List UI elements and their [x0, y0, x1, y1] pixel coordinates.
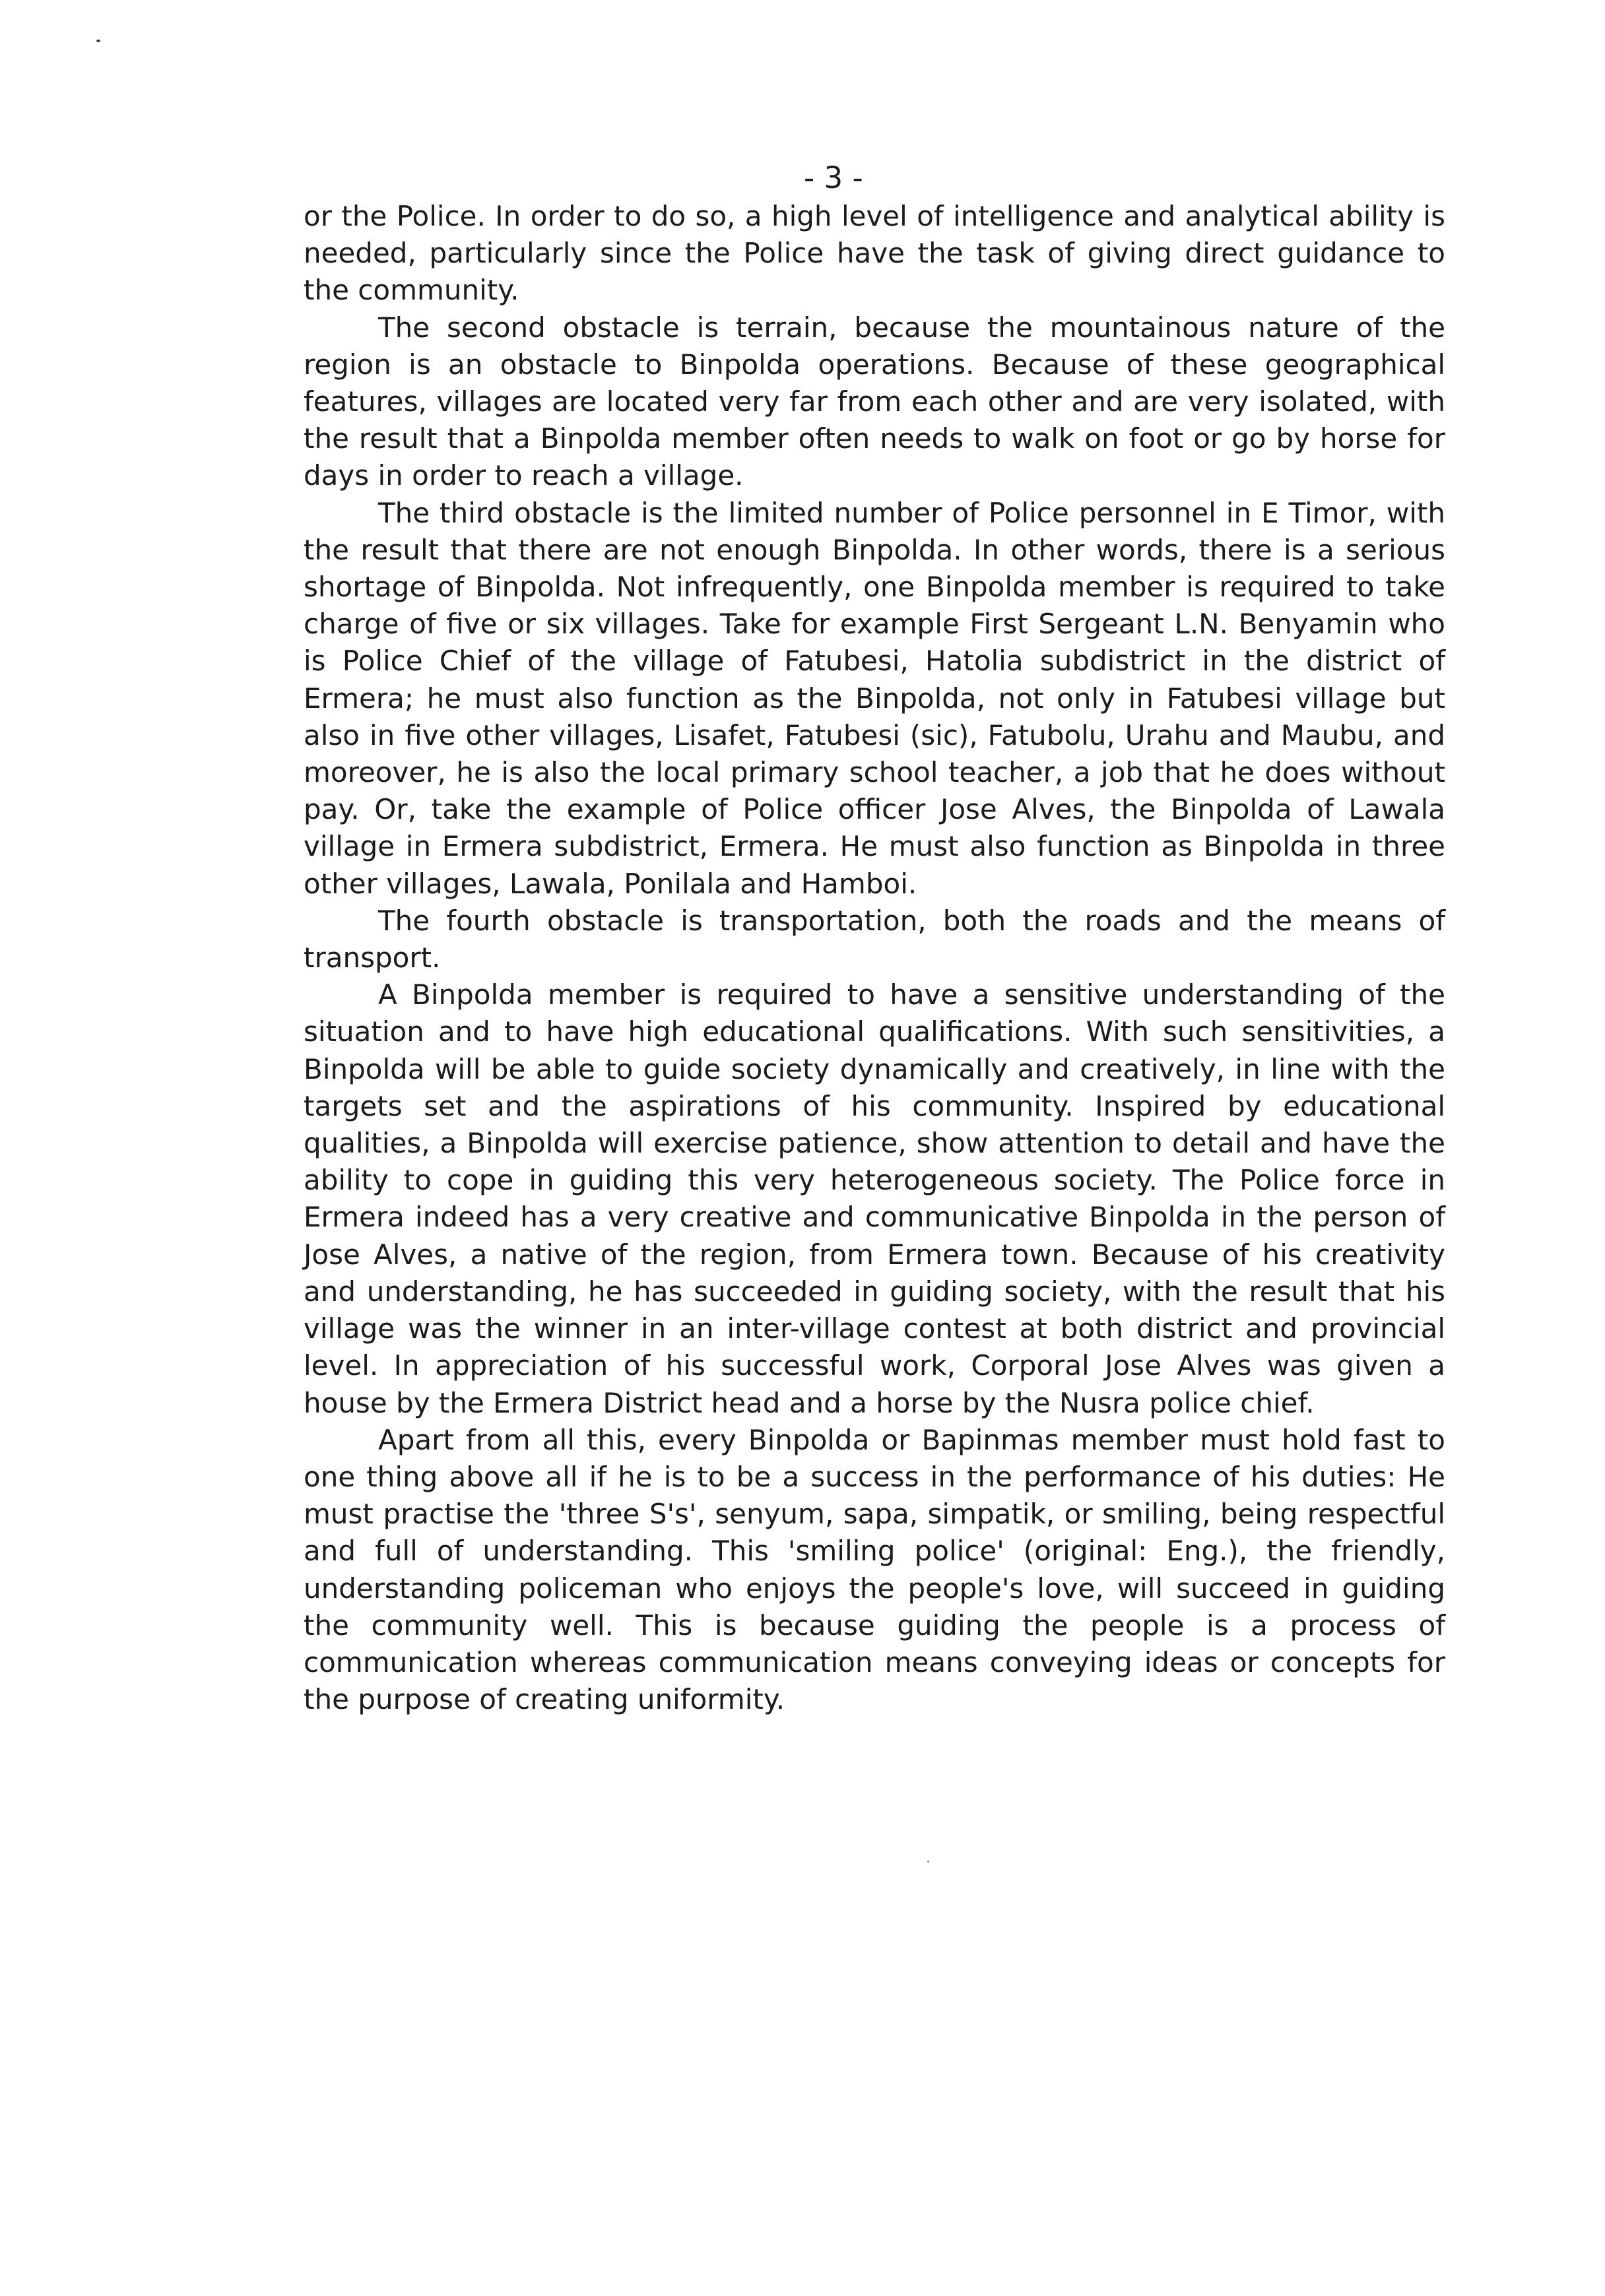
paragraph-transportation: The fourth obstacle is transportation, both the roads and the means of transport. — [304, 904, 1445, 974]
paragraph-personnel: The third obstacle is the limited number of Police personnel in E Timor, with the result that there are not enough Binpolda. In other words, there is a serious shortage of Binpolda. Not infrequently, one Binpolda member is required to take charge of five or six villages. Take for example First Sergeant L.N. Benyamin who is Police Chief of the village of Fatubesi, Hatolia subdistrict in the district of Ermera; he must also function as the Binpolda, not only in Fatubesi village but also in five other villages, Lisafet, Fatubesi (sic), Fatubolu, Urahu and Maubu, and moreover, he is also the local primary school teacher, a job that he does without pay. Or, take the example of Police officer Jose Alves, the Binpolda of Lawala village in Ermera subdistrict, Ermera. He must also function as Binpolda in three other villages, Lawala, Ponilala and Hamboi. — [304, 496, 1445, 900]
scan-speck — [927, 1861, 929, 1863]
paragraph-terrain: The second obstacle is terrain, because the mountainous nature of the region is an obstacle to Binpolda operations. Because of these geographical features, villages are located very far from each other and are very isolated, with the result that a Binpolda member often needs to walk on foot or go by horse for days in order to reach a village. — [304, 311, 1445, 492]
paragraph-continued: or the Police. In order to do so, a high level of intelligence and analytical ability is needed, particularly since the Police have the task of giving direct guidance to the community. — [304, 200, 1445, 307]
body-text — [304, 198, 1445, 1718]
paragraph-qualifications: A Binpolda member is required to have a sensitive understanding of the situation and to have high educational qualifications. With such sensitivities, a Binpolda will be able to guide society dynamically and creatively, in line with the targets set and the aspirations of his community. Inspired by educational qualities, a Binpolda will exercise patience, show attention to detail and have the ability to cope in guiding this very heterogeneous society. The Police force in Ermera indeed has a very creative and communicative Binpolda in the person of Jose Alves, a native of the region, from Ermera town. Because of his creativity and understanding, he has succeeded in guiding society, with the result that his village was the winner in an inter-village contest at both district and provincial level. In appreciation of his successful work, Corporal Jose Alves was given a house by the Ermera District head and a horse by the Nusra police chief. — [304, 978, 1445, 1419]
paragraph-three-s: Apart from all this, every Binpolda or Bapinmas member must hold fast to one thing above all if he is to be a success in the performance of his duties: He must practise the 'three S's', senyum, sapa, simpatik, or smiling, being respectful and full of understanding. This 'smiling police' (original: Eng.), the friendly, understanding policeman who enjoys the people's love, will succeed in guiding the community well. This is because guiding the people is a process of communication whereas communication means conveying ideas or concepts for the purpose of creating uniformity. — [304, 1423, 1445, 1716]
page-number: - 3 - — [804, 160, 863, 195]
scan-speck — [96, 40, 100, 42]
